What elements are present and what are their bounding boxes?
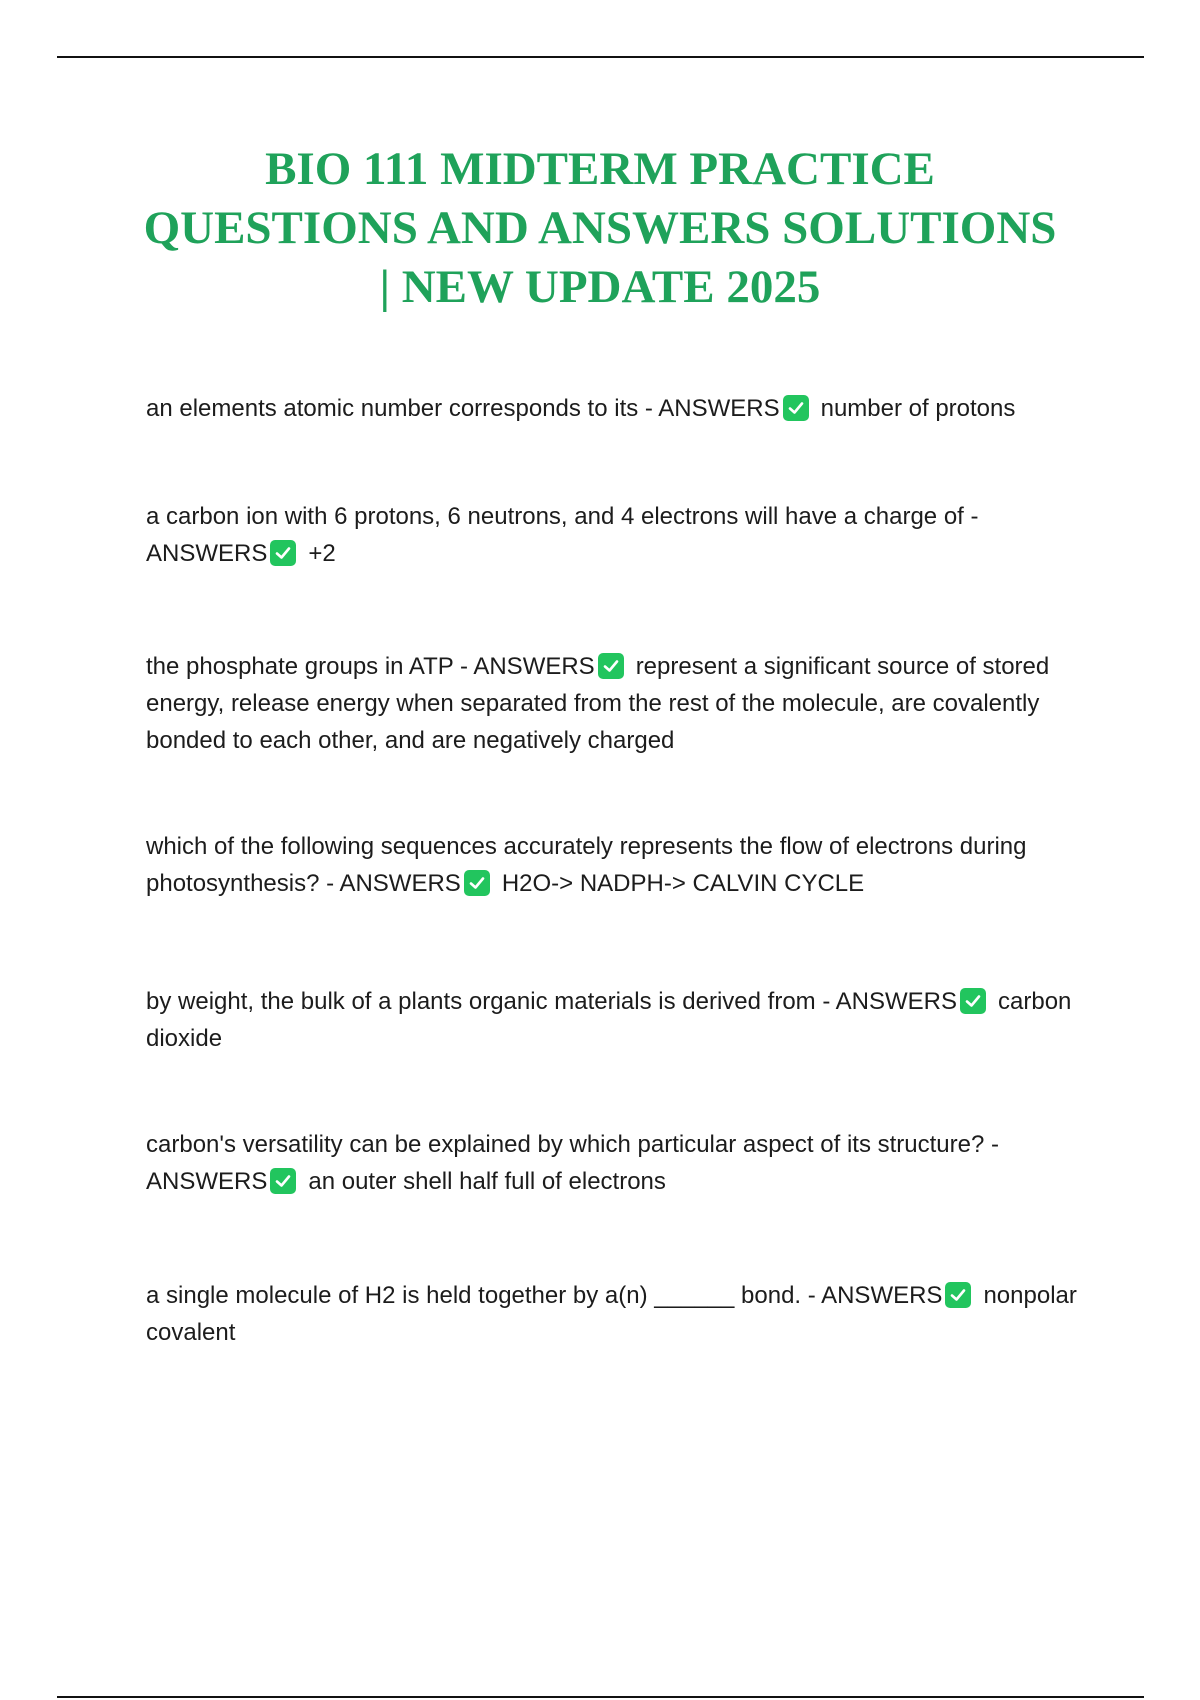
answer-text: carbon dioxide — [146, 988, 1072, 1052]
question-text: carbon's versatility can be explained by which particular aspect of its structure? - ANSWERS — [146, 1131, 999, 1195]
qa-item — [146, 498, 1096, 572]
check-square-icon — [945, 1282, 971, 1308]
document-title — [100, 140, 1100, 317]
check-square-icon — [270, 540, 296, 566]
answer-text: represent a significant source of stored energy, release energy when separated from the rest of the molecule, are covalently bonded to each other, and are negatively charged — [146, 653, 1050, 754]
qa-item — [146, 828, 1096, 902]
check-square-icon — [783, 395, 809, 421]
top-rule — [57, 56, 1144, 58]
title-line-1: BIO 111 MIDTERM PRACTICE — [265, 143, 935, 195]
answer-text: an outer shell half full of electrons — [308, 1168, 666, 1195]
qa-item — [146, 1126, 1096, 1200]
question-text: by weight, the bulk of a plants organic materials is derived from - ANSWERS — [146, 988, 958, 1015]
check-square-icon — [598, 653, 624, 679]
question-text: an elements atomic number corresponds to its - ANSWERS — [146, 395, 780, 422]
check-square-icon — [270, 1168, 296, 1194]
question-text: a carbon ion with 6 protons, 6 neutrons, and 4 electrons will have a charge of - ANSWERS — [146, 503, 979, 567]
answer-text: +2 — [308, 540, 336, 567]
title-line-2: QUESTIONS AND ANSWERS SOLUTIONS — [143, 202, 1057, 254]
question-text: which of the following sequences accurately represents the flow of electrons during photosynthesis? - ANSWERS — [146, 833, 1027, 897]
check-square-icon — [464, 870, 490, 896]
qa-item — [146, 390, 1096, 427]
check-square-icon — [960, 988, 986, 1014]
answer-text: number of protons — [820, 395, 1016, 422]
question-text: a single molecule of H2 is held together by a(n) ______ bond. - ANSWERS — [146, 1282, 943, 1309]
answer-text: H2O-> NADPH-> CALVIN CYCLE — [501, 870, 865, 897]
qa-item — [146, 1277, 1096, 1351]
question-text: the phosphate groups in ATP - ANSWERS — [146, 653, 595, 680]
title-line-3: | NEW UPDATE 2025 — [379, 261, 821, 313]
qa-item — [146, 983, 1096, 1057]
answer-text: nonpolar covalent — [146, 1282, 1077, 1346]
qa-item — [146, 648, 1096, 759]
bottom-rule — [57, 1696, 1144, 1698]
